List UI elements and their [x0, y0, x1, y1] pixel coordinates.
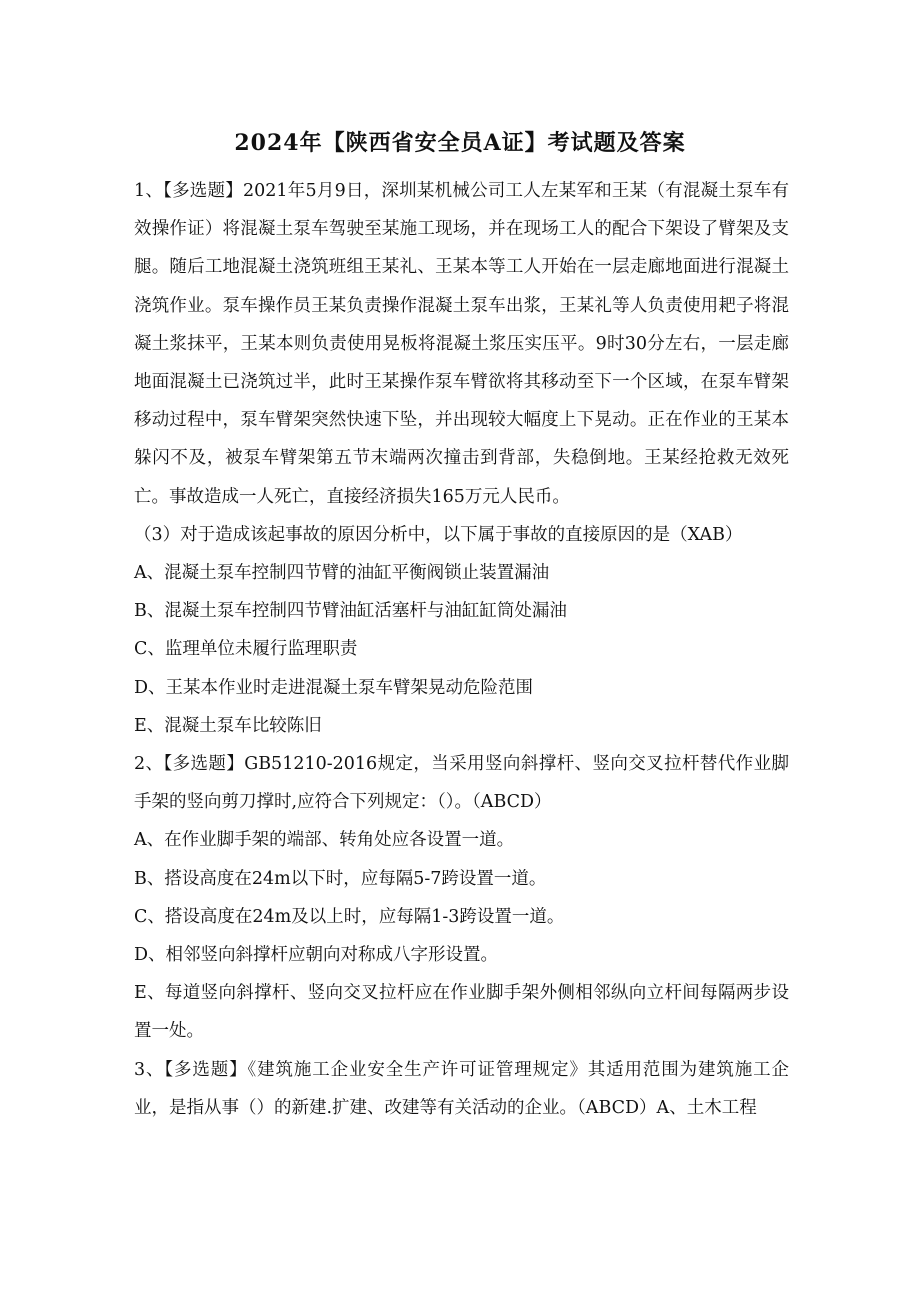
question-2-option-b: B、搭设高度在24m以下时，应每隔5-7跨设置一道。 [134, 868, 547, 889]
question-2-option-a: A、在作业脚手架的端部、转角处应各设置一道。 [134, 830, 515, 851]
question-1-subquestion: （3）对于造成该起事故的原因分析中，以下属于事故的直接原因的是（XAB） [134, 524, 743, 545]
document-title: 2024年【陕西省安全员A证】考试题及答案 [234, 130, 686, 156]
question-1-stem: 1、【多选题】2021年5月9日，深圳某机械公司工人左某军和王某（有混凝土泵车有效操作证）将混凝土泵车驾驶至某施工现场，并在现场工人的配合下架设了臂架及支腿。随后工地混凝土浇筑班组王某礼、王某本等工人开始在一层走廊地面进行混凝土浇筑作业。泵车操作员王某负责操作混凝土泵车出浆，王某礼等人负责使用耙子将混凝土浆抹平，王某本则负责使用晃板将混凝土浆压实压平。9时30分左右，一层走廊地面混凝土已浇筑过半，此时王某操作泵车臂欲将其移动至下一个区域，在泵车臂架移动过程中，泵车臂架突然快速下坠，并出现较大幅度上下晃动。正在作业的王某本躲闪不及，被泵车臂架第五节末端两次撞击到背部，失稳倒地。王某经抢救无效死亡。事故造成一人死亡，直接经济损失165万元人民币。 [134, 181, 789, 507]
question-2-stem: 2、【多选题】GB51210-2016规定，当采用竖向斜撑杆、竖向交叉拉杆替代作业脚手架的竖向剪刀撑时,应符合下列规定：（）。（ABCD） [134, 754, 789, 813]
question-2-option-d: D、相邻竖向斜撑杆应朝向对称成八字形设置。 [134, 945, 499, 966]
question-2-option-e: E、每道竖向斜撑杆、竖向交叉拉杆应在作业脚手架外侧相邻纵向立杆间每隔两步设置一处。 [134, 983, 789, 1042]
question-3-stem: 3、【多选题】《建筑施工企业安全生产许可证管理规定》其适用范围为建筑施工企业，是指从事（）的新建.扩建、改建等有关活动的企业。（ABCD）A、土木工程 [134, 1059, 789, 1118]
question-1-option-c: C、监理单位未履行监理职责 [134, 639, 358, 660]
question-1-option-b: B、混凝土泵车控制四节臂油缸活塞杆与油缸缸筒处漏油 [134, 601, 567, 622]
question-1-option-d: D、王某本作业时走进混凝土泵车臂架晃动危险范围 [134, 677, 534, 698]
question-1-option-a: A、混凝土泵车控制四节臂的油缸平衡阀锁止装置漏油 [134, 563, 550, 584]
question-1-option-e: E、混凝土泵车比较陈旧 [134, 715, 322, 736]
question-2-option-c: C、搭设高度在24m及以上时，应每隔1-3跨设置一道。 [134, 906, 565, 927]
document-body [134, 172, 789, 1127]
